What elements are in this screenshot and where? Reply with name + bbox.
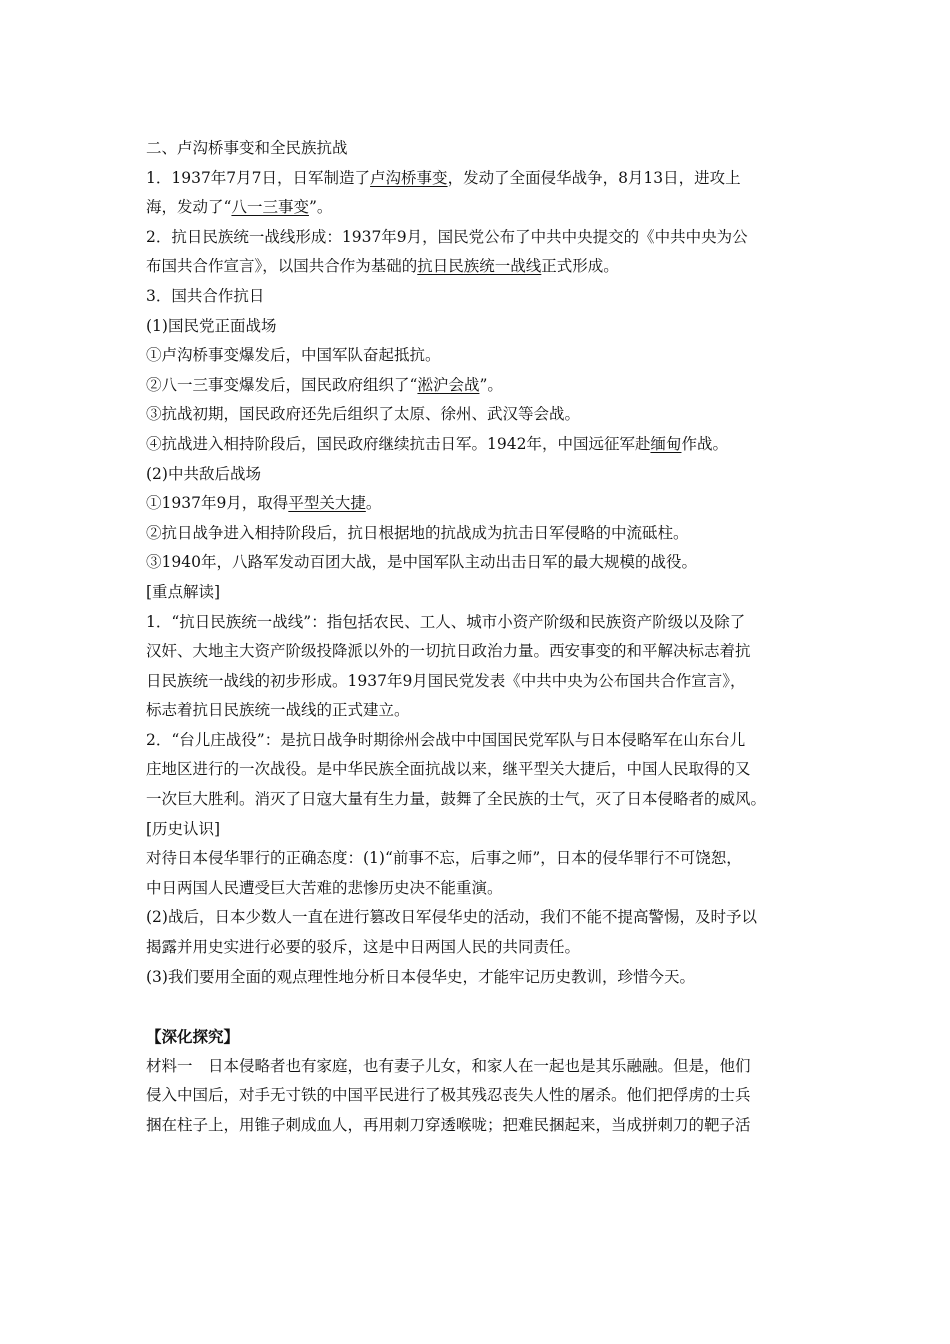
key-point-1-line: 标志着抗日民族统一战线的正式建立。 — [146, 701, 410, 720]
text-run: ①1937年9月，取得 — [146, 494, 289, 513]
underlined-term: 八一三事变 — [231, 198, 309, 217]
text-run: 。 — [365, 494, 382, 513]
list-item: ②抗日战争进入相持阶段后，抗日根据地的抗战成为抗击日军侵略的中流砥柱。 — [146, 523, 689, 542]
paragraph-2-line-2 — [146, 252, 806, 282]
section-heading: 二、卢沟桥事变和全民族抗战 — [146, 139, 348, 157]
text-run: 布国共合作宣言》，以国共合作为基础的 — [146, 257, 418, 276]
material-line: 侵入中国后，对手无寸铁的中国平民进行了极其残忍丧失人性的屠杀。他们把俘虏的士兵 — [146, 1086, 751, 1105]
subheading-front-battlefield: (1)国民党正面战场 — [146, 316, 277, 335]
explore-heading: 【深化探究】 — [146, 1027, 240, 1047]
list-item: ③1940年，八路军发动百团大战，是中国军队主动出击日军的最大规模的战役。 — [146, 553, 697, 572]
list-item — [146, 430, 806, 460]
paragraph-1-line-1 — [146, 164, 806, 194]
key-point-1-line: 汉奸、大地主大资产阶级投降派以外的一切抗日政治力量。西安事变的和平解决标志着抗 — [146, 642, 751, 661]
history-line: 中日两国人民遭受巨大苦难的悲惨历史决不能重演。 — [146, 878, 503, 897]
text-run: 1．1937年7月7日，日军制造了 — [146, 168, 371, 187]
history-line: 对待日本侵华罪行的正确态度：(1)“前事不忘，后事之师”，日本的侵华罪行不可饶恕， — [146, 849, 742, 868]
key-points-heading: [重点解读] — [146, 582, 221, 601]
paragraph-1-line-2 — [146, 193, 806, 223]
history-line: 揭露并用史实进行必要的驳斥，这是中日两国人民的共同责任。 — [146, 938, 581, 957]
list-item — [146, 371, 806, 401]
text-run: ”。 — [479, 375, 503, 394]
underlined-term: 卢沟桥事变 — [370, 168, 448, 187]
text-run: ④抗战进入相持阶段后，国民政府继续抗击日军。1942年，中国远征军赴 — [146, 434, 651, 453]
text-run: 海，发动了“ — [146, 198, 232, 217]
underlined-term: 平型关大捷 — [288, 494, 366, 513]
subheading-rear-battlefield: (2)中共敌后战场 — [146, 464, 261, 483]
list-item: ③抗战初期，国民政府还先后组织了太原、徐州、武汉等会战。 — [146, 405, 581, 424]
key-point-2-line: 2．“台儿庄战役”：是抗日战争时期徐州会战中中国国民党军队与日本侵略军在山东台儿 — [146, 730, 746, 749]
list-item — [146, 489, 806, 519]
underlined-term: 缅甸 — [650, 434, 682, 453]
key-point-1-line: 1．“抗日民族统一战线”：指包括农民、工人、城市小资产阶级和民族资产阶级以及除了 — [146, 612, 746, 631]
text-run: ②八一三事变爆发后，国民政府组织了“ — [146, 375, 418, 394]
underlined-term: 淞沪会战 — [417, 375, 480, 394]
material-line: 材料一 日本侵略者也有家庭，也有妻子儿女，和家人在一起也是其乐融融。但是，他们 — [146, 1056, 751, 1075]
key-point-1-line: 日民族统一战线的初步形成。1937年9月国民党发表《中共中央为公布国共合作宣言》， — [146, 671, 746, 690]
text-run: ”。 — [308, 198, 333, 217]
history-line: (3)我们要用全面的观点理性地分析日本侵华史，才能牢记历史教训，珍惜今天。 — [146, 967, 695, 986]
document-body — [146, 134, 806, 1141]
paragraph-3-title: 3．国共合作抗日 — [146, 286, 265, 305]
spacer — [146, 992, 806, 1022]
text-run: 正式形成。 — [541, 257, 619, 276]
text-run: 作战。 — [681, 434, 728, 453]
material-line: 捆在柱子上，用锥子刺成血人，再用刺刀穿透喉咙；把难民捆起来，当成拼刺刀的靶子活 — [146, 1116, 751, 1134]
text-run: ，发动了全面侵华战争，8月13日，进攻上 — [447, 168, 741, 187]
underlined-term: 抗日民族统一战线 — [417, 257, 542, 276]
history-line: (2)战后，日本少数人一直在进行篡改日军侵华史的活动，我们不能不提高警惕，及时予以 — [146, 908, 757, 927]
key-point-2-line: 庄地区进行的一次战役。是中华民族全面抗战以来，继平型关大捷后，中国人民取得的又 — [146, 760, 751, 779]
key-point-2-line: 一次巨大胜利。消灭了日寇大量有生力量，鼓舞了全民族的士气，灭了日本侵略者的威风。 — [146, 790, 767, 809]
paragraph-2-line-1: 2．抗日民族统一战线形成：1937年9月，国民党公布了中共中央提交的《中共中央为公 — [146, 227, 748, 246]
list-item: ①卢沟桥事变爆发后，中国军队奋起抵抗。 — [146, 346, 441, 365]
history-heading: [历史认识] — [146, 819, 221, 838]
